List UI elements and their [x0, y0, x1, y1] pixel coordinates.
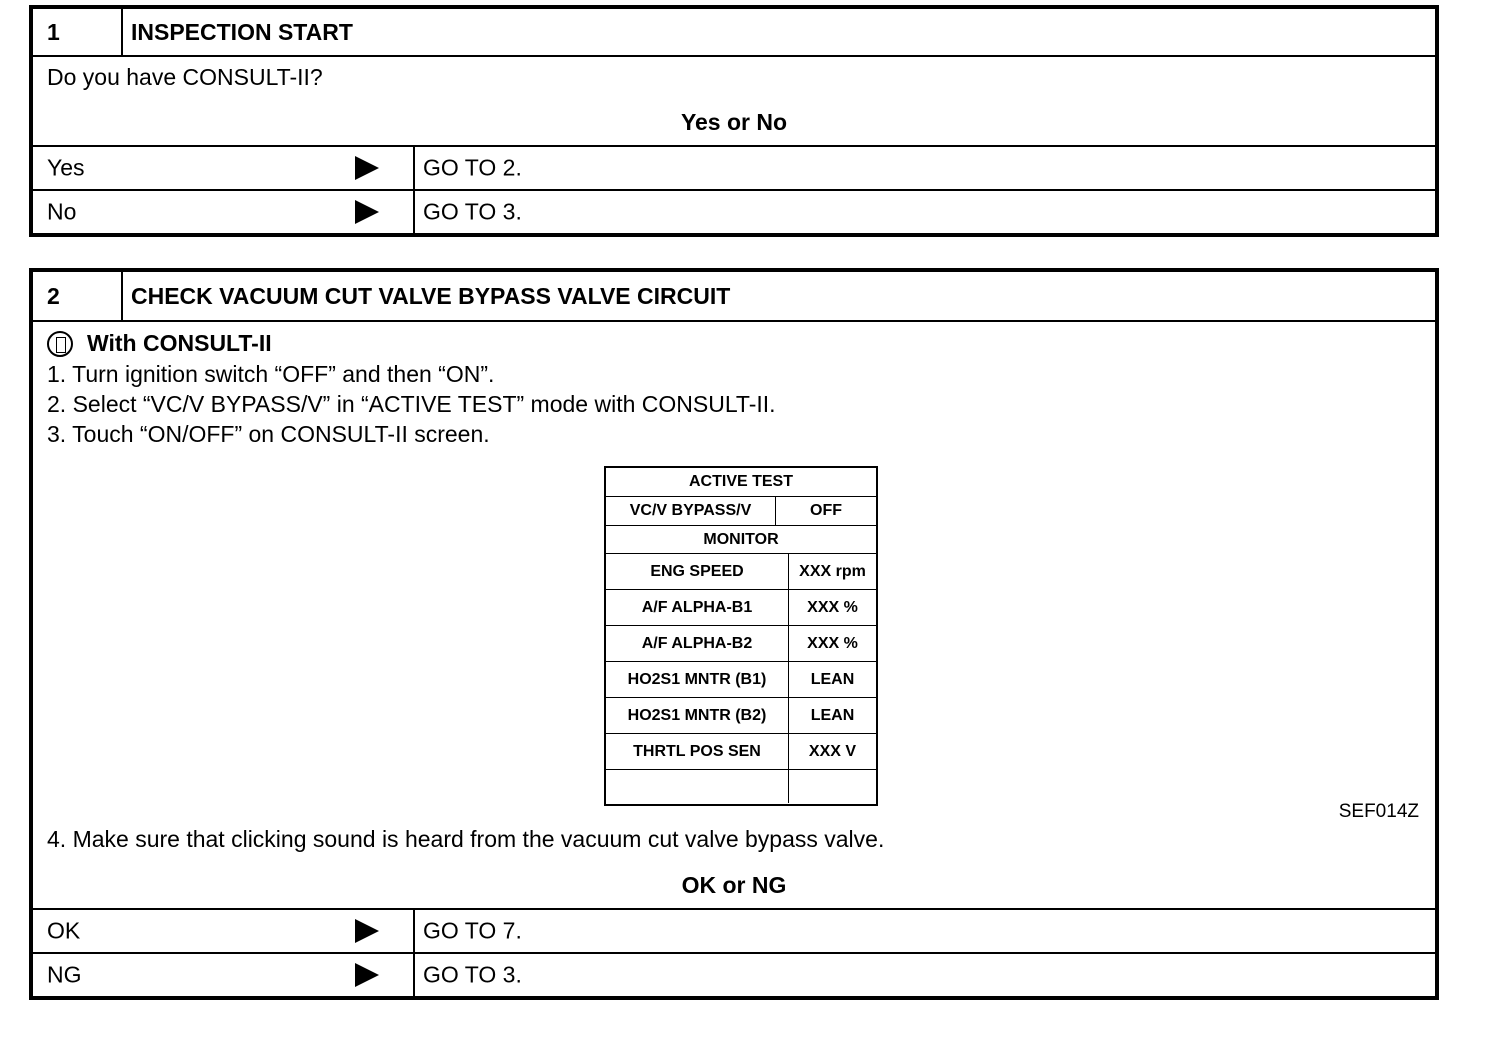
active-test-screen: [604, 466, 878, 806]
question-section: [33, 57, 1435, 147]
monitor-item-name: A/F ALPHA-B1: [606, 590, 789, 625]
procedure-step-3: 3. Touch “ON/OFF” on CONSULT-II screen.: [47, 421, 490, 447]
answer-row-no: [33, 191, 1435, 233]
answer-action: GO TO 7.: [423, 917, 522, 944]
monitor-item-value: XXX %: [807, 634, 858, 652]
arrow-right-icon: [355, 919, 379, 943]
arrow-right-icon: [355, 156, 379, 180]
monitor-item-value: XXX %: [807, 598, 858, 616]
step-title: CHECK VACUUM CUT VALVE BYPASS VALVE CIRCUIT: [131, 282, 731, 309]
test-item: VC/V BYPASS/V: [606, 497, 776, 525]
procedure-section: [33, 322, 1435, 910]
consult-ii-icon: [47, 331, 73, 357]
monitor-item-name: ENG SPEED: [606, 554, 789, 589]
answer-prompt: Yes or No: [680, 109, 788, 135]
monitor-item-value: [789, 770, 876, 803]
procedure-step-1: 1. Turn ignition switch “OFF” and then “ON”.: [47, 361, 495, 387]
answer-label: Yes: [47, 154, 85, 181]
step-header: [33, 9, 1435, 57]
screen-header: ACTIVE TEST: [688, 473, 793, 490]
monitor-item-value: XXX V: [808, 742, 857, 760]
monitor-item-value: XXX rpm: [799, 562, 866, 580]
monitor-item-value: LEAN: [810, 670, 855, 688]
question-text: Do you have CONSULT-II?: [47, 64, 323, 90]
answer-row-ok: [33, 910, 1435, 954]
monitor-item-name: [606, 770, 789, 803]
monitor-item-name: THRTL POS SEN: [606, 734, 789, 769]
answer-row-ng: [33, 954, 1435, 996]
with-consult-label: With CONSULT-II: [87, 330, 272, 356]
arrow-right-icon: [355, 963, 379, 987]
check-vacuum-cut-valve-block: [29, 268, 1439, 1000]
step-header: [33, 272, 1435, 322]
answer-row-yes: [33, 147, 1435, 191]
step-number: 1: [33, 9, 123, 55]
answer-action: GO TO 3.: [423, 961, 522, 988]
answer-prompt: OK or NG: [681, 872, 787, 898]
arrow-right-icon: [355, 200, 379, 224]
answer-action: GO TO 2.: [423, 154, 522, 181]
answer-label: NG: [47, 961, 82, 988]
procedure-step-4: 4. Make sure that clicking sound is heard from the vacuum cut valve bypass valve.: [47, 826, 885, 852]
monitor-item-name: HO2S1 MNTR (B1): [606, 662, 789, 697]
answer-label: OK: [47, 917, 81, 944]
procedure-step-2: 2. Select “VC/V BYPASS/V” in “ACTIVE TEST” mode with CONSULT-II.: [47, 391, 776, 417]
test-value: OFF: [810, 502, 842, 519]
step-title: INSPECTION START: [131, 18, 353, 45]
answer-label: No: [47, 198, 77, 225]
monitor-item-name: HO2S1 MNTR (B2): [606, 698, 789, 733]
answer-action: GO TO 3.: [423, 198, 522, 225]
inspection-start-block: [29, 5, 1439, 237]
figure-reference: SEF014Z: [1338, 801, 1419, 822]
monitor-label: MONITOR: [703, 530, 779, 548]
monitor-item-name: A/F ALPHA-B2: [606, 626, 789, 661]
monitor-item-value: LEAN: [810, 706, 855, 724]
step-number: 2: [33, 272, 123, 320]
